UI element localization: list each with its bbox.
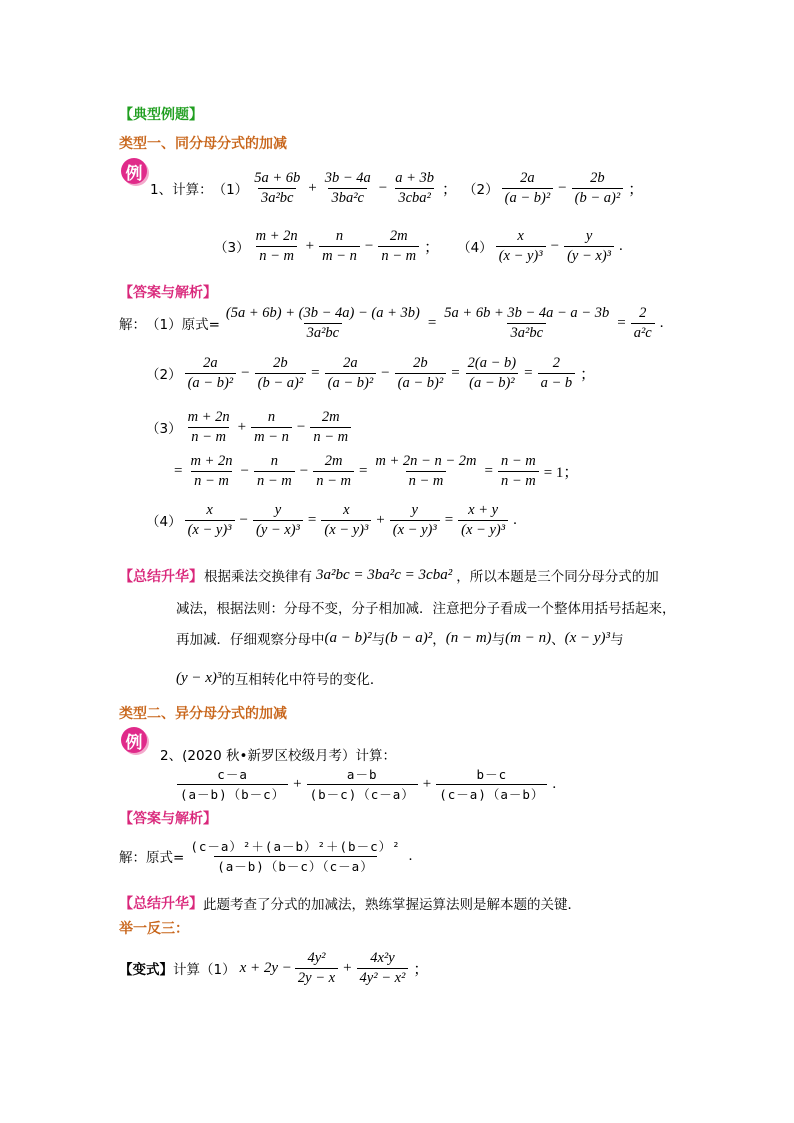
summary-1-line3: 再加减．仔细观察分母中 (a − b)² 与 (b − a)² ， (n − m) 与 (m − n) 、 (x − y)³ 与 — [176, 629, 624, 648]
fraction: $\frac{m + 2n}{n - m}$ — [187, 408, 230, 445]
solution-part3-label: （3） — [146, 421, 182, 437]
summary-1-text-3f: 与 — [610, 632, 624, 648]
fraction: $\frac{2m}{n - m}$ — [313, 453, 354, 490]
example-badge-2: 例 — [121, 727, 147, 753]
summary-1-line2: 减法，根据法则：分母不变，分子相加减．注意把分子看成一个整体用括号括起来， — [176, 601, 676, 617]
fraction: $\frac{2b}{\text{(b − a)²}}$ — [572, 170, 624, 207]
fraction: $\frac{a + 3b}{\text{3cba²}}$ — [395, 169, 435, 206]
type1-heading: 类型一、同分母分式的加减 — [119, 136, 287, 152]
solution-1-part1: 解： （1）原式= $\frac{(5a + 6b) + (3b - 4a) - (a + 3b)}{\text{3a²bc}}$ = $\frac{5a + 6b + 3b - 4a - a - 3b}{\text{3a²bc}}$ = $\frac{2}{\text{a²c}}$ . — [119, 304, 664, 341]
summary-1-text-3e: 、 — [551, 632, 565, 648]
summary-1-text-3d: 与 — [491, 632, 506, 648]
question-1-row-1: 1、计算： （1） $\frac{5a + 6b}{\text{3a²bc}}$ + $\frac{3b - 4a}{\text{3ba²c}}$ − $\frac{a + 3b}{\text{3cba²}}$ ； （2） $\frac{2a}{\text{(a − b)²}}$ − $\frac{2b}{\text{(b − a)²}}$ ； — [150, 169, 644, 206]
question-1-row-2: （3） $\frac{m + 2n}{n - m}$ + $\frac{n}{m - n}$ − $\frac{2m}{n - m}$ ； （4） $\frac{x}{\text{(x − y)³}}$ − $\frac{y}{\text{(y − x)³}}$ . — [214, 227, 623, 264]
fraction: $\frac{2a}{\text{(a − b)²}}$ — [325, 355, 377, 392]
summary-1-text-b: ，所以本题是三个同分母分式的加 — [456, 569, 659, 585]
fraction: $\frac{c-a}{(a-b)(b-c)}$ — [177, 766, 288, 803]
fraction: $\frac{n}{n - m}$ — [254, 453, 295, 490]
fraction: $\frac{n - m}{n - m}$ — [498, 453, 539, 490]
practice-heading: 举一反三： — [119, 921, 189, 937]
fraction: $\frac{\text{4x²y}}{\text{4y² − x²}}$ — [357, 950, 409, 987]
fraction: $\frac{a-b}{(b-c)(c-a)}$ — [307, 766, 418, 803]
fraction: $\frac{x}{\text{(x − y)³}}$ — [321, 502, 371, 539]
fraction: $\frac{\text{(c－a）²＋(a－b）²＋(b－c）²}}{(a-b)(b-c)(c-a)}$ — [190, 838, 401, 874]
solution-2: 解：原式= $\frac{\text{(c－a）²＋(a－b）²＋(b－c）²}}{(a-b)(b-c)(c-a)}$ . — [119, 838, 413, 874]
fraction: $\frac{3b - 4a}{\text{3ba²c}}$ — [324, 169, 371, 206]
fraction: $\frac{2b}{\text{(a − b)²}}$ — [395, 355, 447, 392]
summary-heading-1: 【总结升华】 — [119, 569, 203, 585]
solution-prefix: 解： — [119, 317, 146, 333]
question-2-expression: $\frac{c-a}{(a-b)(b-c)}$ + $\frac{a-b}{(b-c)(c-a)}$ + $\frac{b-c}{(c-a)(a-b)}$ . — [174, 764, 558, 804]
fraction: $\frac{2(a - b)}{\text{(a − b)²}}$ — [467, 354, 517, 391]
fraction: $\frac{2}{a - b}$ — [538, 355, 576, 392]
solution-part4-label: （4） — [146, 514, 182, 530]
example-badge-1: 例 — [121, 158, 147, 184]
fraction: $\frac{y}{\text{(y − x)³}}$ — [564, 228, 614, 265]
summary-1-text-3b: 与 — [371, 632, 386, 648]
summary-2 — [119, 892, 581, 914]
question-1-prefix: 1、计算： — [150, 182, 213, 198]
fraction: $\frac{2}{\text{a²c}}$ — [631, 305, 655, 342]
fraction: $\frac{x + y}{\text{(x − y)³}}$ — [458, 502, 508, 539]
question-2-prefix: 2、(2020 秋•新罗区校级月考）计算： — [160, 748, 396, 764]
solution-1-part3-line1: （3） $\frac{m + 2n}{n - m}$ + $\frac{n}{m - n}$ − $\frac{2m}{n - m}$ — [146, 407, 354, 447]
q1-part4-label: （4） — [457, 240, 493, 256]
fraction: $\frac{m + 2n - n - 2m}{n - m}$ — [375, 452, 477, 489]
summary-2-text: 此题考查了分式的加减法，熟练掌握运算法则是解本题的关键． — [203, 897, 581, 913]
fraction: $\frac{n}{m - n}$ — [319, 228, 360, 265]
summary-1-line4: (y − x)³ 的互相转化中符号的变化． — [176, 669, 384, 688]
fraction: $\frac{2m}{n - m}$ — [310, 409, 351, 446]
summary-heading-2: 【总结升华】 — [119, 896, 203, 912]
solution-1-part4: （4） $\frac{x}{\text{(x − y)³}}$ − $\frac{y}{\text{(y − x)³}}$ = $\frac{x}{\text{(x − y)³}}$ + $\frac{y}{\text{(x − y)³}}$ = $\frac{x + y}{\text{(x − y)³}}$ . — [146, 501, 517, 538]
summary-1-line1: 根据乘法交换律有 3a²bc = 3ba²c = 3cba² ，所以本题是三个同分母分式的加 — [204, 566, 659, 585]
solution-2-prefix: 解：原式= — [119, 850, 185, 866]
variant-prefix: 计算（1） — [173, 962, 236, 978]
variant-exercise: 【变式】 计算（1） x + 2y − $\frac{\text{4y²}}{2y - x}$ + $\frac{\text{4x²y}}{\text{4y² − x²}}$ ； — [119, 949, 429, 986]
type2-heading: 类型二、异分母分式的加减 — [119, 706, 287, 722]
fraction: $\frac{5a + 6b + 3b - 4a - a - 3b}{\text{3a²bc}}$ — [444, 304, 610, 341]
summary-1-text-a: 根据乘法交换律有 — [204, 569, 312, 585]
variant-label: 【变式】 — [119, 962, 173, 978]
q1-part1-label: （1） — [212, 182, 249, 198]
fraction: $\frac{2a}{\text{(a − b)²}}$ — [502, 170, 554, 207]
fraction: $\frac{(5a + 6b) + (3b - 4a) - (a + 3b)}{\text{3a²bc}}$ — [225, 304, 420, 341]
summary-1-text-3c: ， — [432, 632, 446, 648]
fraction: $\frac{2m}{n - m}$ — [378, 228, 419, 265]
fraction: $\frac{2a}{\text{(a − b)²}}$ — [185, 355, 237, 392]
fraction: $\frac{m + 2n}{n - m}$ — [190, 452, 233, 489]
fraction: $\frac{2b}{\text{(b − a)²}}$ — [255, 355, 307, 392]
fraction: $\frac{\text{4y²}}{2y - x}$ — [295, 950, 338, 987]
solution-part1-label: （1）原式= — [146, 317, 220, 333]
fraction: $\frac{x}{\text{(x − y)³}}$ — [185, 502, 235, 539]
fraction: $\frac{x}{\text{(x − y)³}}$ — [496, 228, 546, 265]
section-typical-examples: 【典型例题】 — [119, 107, 203, 123]
answer-heading-1: 【答案与解析】 — [119, 285, 217, 301]
solution-part2-label: （2） — [146, 367, 182, 383]
fraction: $\frac{n}{m - n}$ — [251, 409, 292, 446]
fraction: $\frac{m + 2n}{n - m}$ — [255, 227, 298, 264]
q1-part3-label: （3） — [214, 240, 250, 256]
fraction: $\frac{5a + 6b}{\text{3a²bc}}$ — [254, 169, 301, 206]
summary-1-text-4: 的互相转化中符号的变化． — [221, 672, 384, 688]
solution-1-part2: （2） $\frac{2a}{\text{(a − b)²}}$ − $\frac{2b}{\text{(b − a)²}}$ = $\frac{2a}{\text{(a − b)²}}$ − $\frac{2b}{\text{(a − b)²}}$ = $\frac{2(a - b)}{\text{(a − b)²}}$ = $\frac{2}{a - b}$ ； — [146, 354, 596, 391]
q1-part2-label: （2） — [463, 182, 499, 198]
fraction: $\frac{b-c}{(c-a)(a-b)}$ — [436, 766, 547, 803]
answer-heading-2: 【答案与解析】 — [119, 811, 217, 827]
fraction: $\frac{y}{\text{(y − x)³}}$ — [253, 502, 303, 539]
summary-1-text-3a: 再加减．仔细观察分母中 — [176, 632, 325, 648]
solution-1-part3-line2: = $\frac{m + 2n}{n - m}$ − $\frac{n}{n - m}$ − $\frac{2m}{n - m}$ = $\frac{m + 2n - n - 2m}{n - m}$ = $\frac{n - m}{n - m}$ = 1； — [174, 452, 579, 489]
fraction: $\frac{y}{\text{(x − y)³}}$ — [390, 502, 440, 539]
